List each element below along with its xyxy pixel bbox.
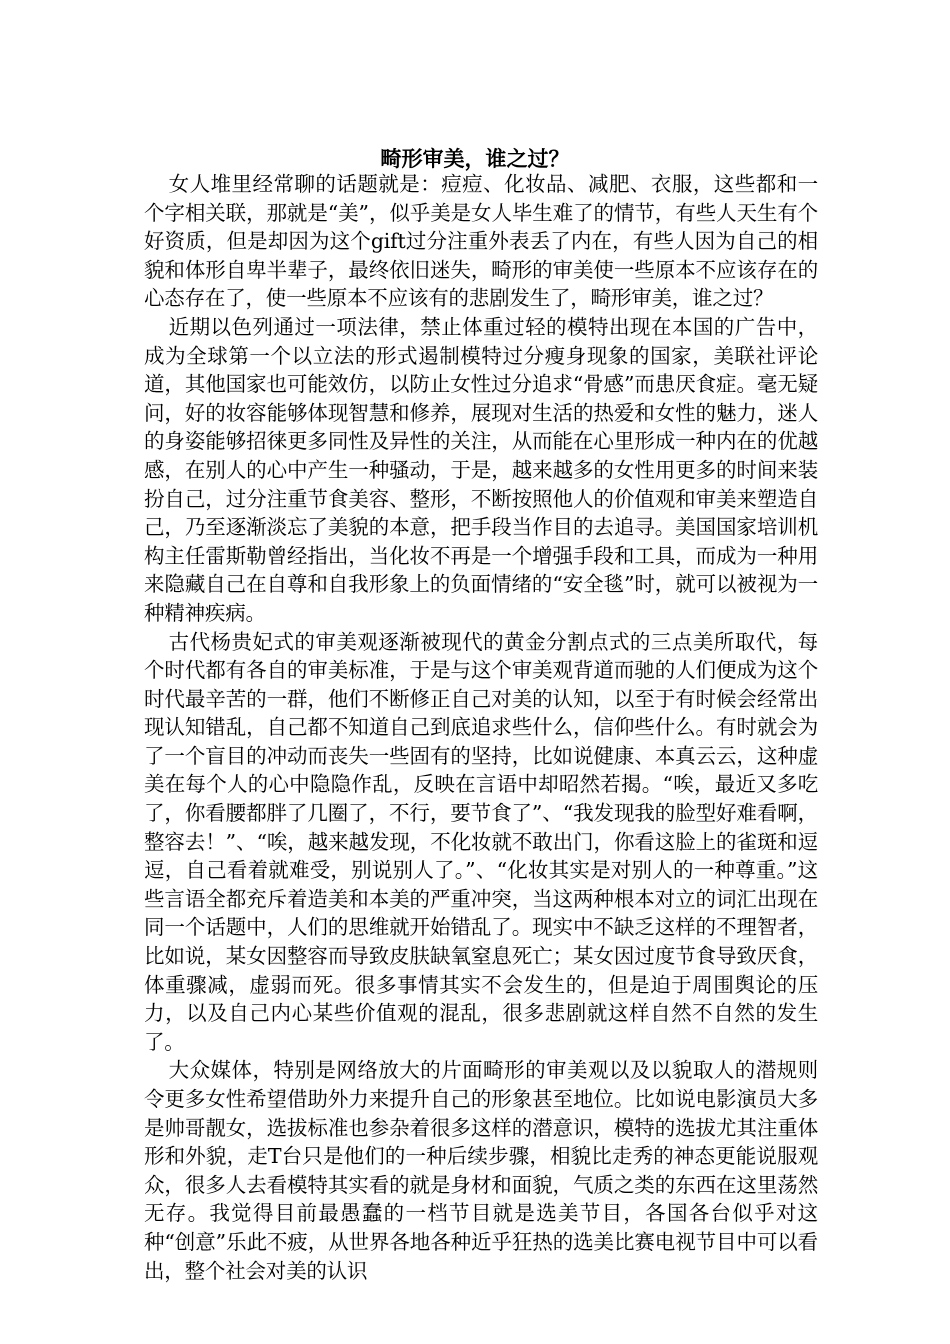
paragraph-1: 女人堆里经常聊的话题就是：痘痘、化妆品、减肥、衣服，这些都和一个字相关联，那就是“美”，似乎美是女人毕生难了的情节，有些人天生有个好资质，但是却因为这个gift过分注重外表丢了内在，有些人因为自己的相貌和体形自卑半辈子，最终依旧迷失，畸形的审美使一些原本不应该存在的心态存在了，使一些原本不应该有的悲剧发生了，畸形审美，谁之过？ xyxy=(144,172,818,311)
paragraph-4: 大众媒体，特别是网络放大的片面畸形的审美观以及以貌取人的潜规则令更多女性希望借助外力来提升自己的形象甚至地位。比如说电影演员大多是帅哥靓女，选拔标准也参杂着很多这样的潜意识，模特的选拔尤其注重体形和外貌，走T台只是他们的一种后续步骤，相貌比走秀的神态更能说服观众，很多人去看模特其实看的就是身材和面貌，气质之类的东西在这里荡然无存。我觉得目前最愚蠢的一档节目就是选美节目，各国各台似乎对这种“创意”乐此不疲，从世界各地各种近乎狂热的选美比赛电视节目中可以看出，整个社会对美的认识 xyxy=(144,1058,818,1283)
document-body xyxy=(144,170,818,1285)
paragraph-2: 近期以色列通过一项法律，禁止体重过轻的模特出现在本国的广告中，成为全球第一个以立法的形式遏制模特过分瘦身现象的国家，美联社评论道，其他国家也可能效仿，以防止女性过分追求“骨感”而患厌食症。毫无疑问，好的妆容能够体现智慧和修养，展现对生活的热爱和女性的魅力，迷人的身姿能够招徕更多同性及异性的关注，从而能在心里形成一种内在的优越感，在别人的心中产生一种骚动，于是，越来越多的女性用更多的时间来装扮自己，过分注重节食美容、整形，不断按照他人的价值观和审美来塑造自己，乃至逐渐淡忘了美貌的本意，把手段当作目的去追寻。美国国家培训机构主任雷斯勒曾经指出，当化妆不再是一个增强手段和工具，而成为一种用来隐藏自己在自尊和自我形象上的负面情绪的“安全毯”时，就可以被视为一种精神疾病。 xyxy=(144,314,818,625)
document-title: 畸形审美，谁之过？ xyxy=(380,146,570,171)
paragraph-3: 古代杨贵妃式的审美观逐渐被现代的黄金分割点式的三点美所取代，每个时代都有各自的审美标准，于是与这个审美观背道而驰的人们便成为这个时代最辛苦的一群，他们不断修正自己对美的认知，以至于有时候会经常出现认知错乱，自己都不知道自己到底追求些什么，信仰些什么。有时就会为了一个盲目的冲动而丧失一些固有的坚持，比如说健康、本真云云，这种虚美在每个人的心中隐隐作乱，反映在言语中却昭然若揭。“唉，最近又多吃了，你看腰都胖了几圈了，不行，要节食了”、“我发现我的脸型好难看啊，整容去！”、“唉，越来越发现，不化妆就不敢出门，你看这脸上的雀斑和逗逗，自己看着就难受，别说别人了。”、“化妆其实是对别人的一种尊重。”这些言语全都充斥着造美和本美的严重冲突，当这两种根本对立的词汇出现在同一个话题中，人们的思维就开始错乱了。现实中不缺乏这样的不理智者，比如说，某女因整容而导致皮肤缺氧窒息死亡；某女因过度节食导致厌食，体重骤减，虚弱而死。很多事情其实不会发生的，但是迫于周围舆论的压力，以及自己内心某些价值观的混乱，很多悲剧就这样自然不自然的发生了。 xyxy=(144,629,818,1054)
